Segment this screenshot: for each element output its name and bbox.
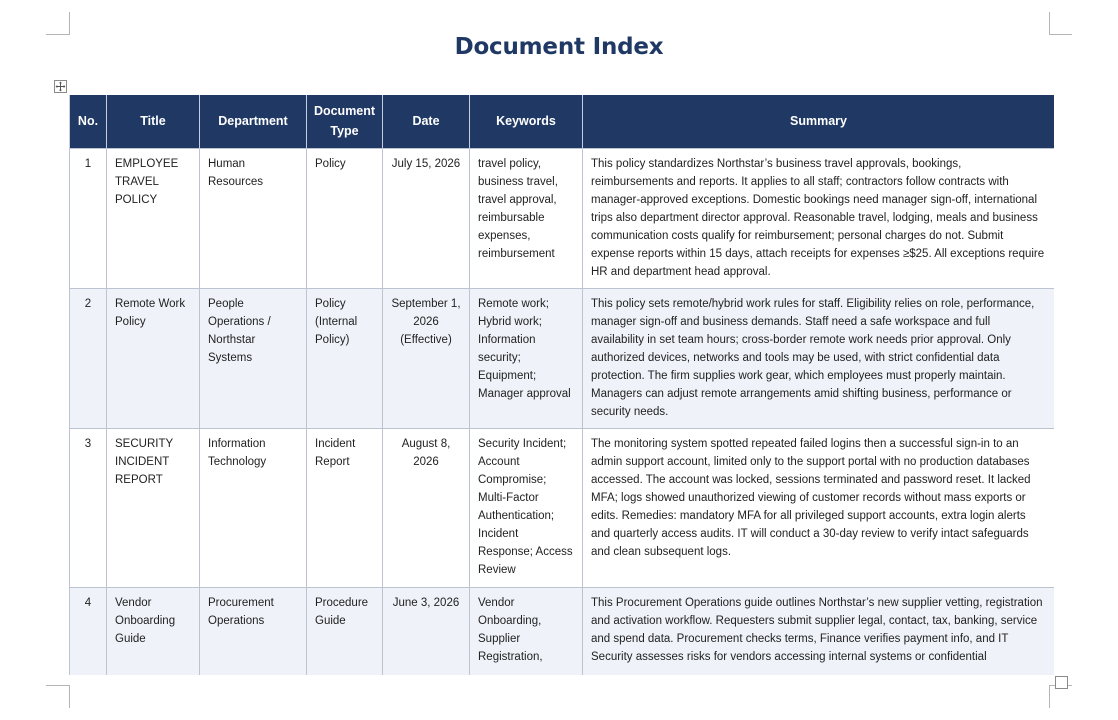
- cell-document-type[interactable]: Policy (Internal Policy): [307, 288, 383, 428]
- crop-mark-top-right-v: [1049, 12, 1050, 35]
- cell-summary[interactable]: The monitoring system spotted repeated failed logins then a successful sign-in to an admin support account, limited only to the support portal with no production databases accessed. The account was locked, sessions terminated and password reset. It lacked MFA; logs showed unauthorized viewing of customer records without mass exports or edits. Remedies: mandatory MFA for all privileged support accounts, extra login alerts and quarterly access audits. IT will conduct a 30-day review to verify intact safeguards and clean subsequent logs.: [583, 428, 1055, 587]
- table-row: [70, 288, 1055, 428]
- cell-summary[interactable]: This policy sets remote/hybrid work rules for staff. Eligibility relies on role, performance, manager sign-off and business demands. Staff need a safe workspace and full availability in set team hours; cross-border remote work needs prior approval. Only authorized devices, networks and tools may be used, with strict confidential data protection. The firm supplies work gear, which employees must properly maintain. Managers can adjust remote arrangements amid shifting business, performance or security needs.: [583, 288, 1055, 428]
- cell-summary[interactable]: This policy standardizes Northstar’s business travel approvals, bookings, reimbursements and reports. It applies to all staff; contractors follow contracts with manager-approved exceptions. Domestic bookings need manager sign-off, international trips also department director approval. Reasonable travel, lodging, meals and business communication costs qualify for reimbursement; personal charges do not. Submit expense reports within 15 days, attach receipts for expenses ≥$25. All exceptions require HR and department head approval.: [583, 148, 1055, 288]
- header-no: No.: [70, 95, 107, 148]
- cell-title[interactable]: Vendor Onboarding Guide: [107, 587, 200, 675]
- page-title: Document Index: [454, 34, 664, 60]
- crop-mark-bottom-left-v: [69, 685, 70, 708]
- cell-no[interactable]: 2: [70, 288, 107, 428]
- cell-date[interactable]: August 8, 2026: [383, 428, 470, 587]
- cell-date[interactable]: September 1, 2026 (Effective): [383, 288, 470, 428]
- cell-keywords[interactable]: Security Incident; Account Compromise; Multi-Factor Authentication; Incident Response; Access Review: [470, 428, 583, 587]
- crop-mark-bottom-left-h: [46, 685, 69, 686]
- crop-mark-top-left-v: [69, 12, 70, 35]
- header-keywords: Keywords: [470, 95, 583, 148]
- cell-no[interactable]: 1: [70, 148, 107, 288]
- cell-keywords[interactable]: Vendor Onboarding, Supplier Registration,: [470, 587, 583, 675]
- cell-department[interactable]: People Operations / Northstar Systems: [200, 288, 307, 428]
- cell-document-type[interactable]: Incident Report: [307, 428, 383, 587]
- cell-keywords[interactable]: travel policy, business travel, travel approval, reimbursable expenses, reimbursement: [470, 148, 583, 288]
- resize-handle-icon[interactable]: [1055, 676, 1068, 689]
- move-arrows-icon[interactable]: [54, 80, 67, 93]
- cell-date[interactable]: June 3, 2026: [383, 587, 470, 675]
- document-index-table-container: [69, 95, 1054, 675]
- crop-mark-bottom-right-v: [1049, 685, 1050, 708]
- cell-department[interactable]: Procurement Operations: [200, 587, 307, 675]
- table-header-row: [70, 95, 1055, 148]
- header-title: Title: [107, 95, 200, 148]
- cell-document-type[interactable]: Policy: [307, 148, 383, 288]
- cell-title[interactable]: EMPLOYEE TRAVEL POLICY: [107, 148, 200, 288]
- cell-department[interactable]: Human Resources: [200, 148, 307, 288]
- table-row: [70, 587, 1055, 675]
- header-document-type: Document Type: [307, 95, 383, 148]
- cell-title[interactable]: SECURITY INCIDENT REPORT: [107, 428, 200, 587]
- cell-department[interactable]: Information Technology: [200, 428, 307, 587]
- cell-no[interactable]: 3: [70, 428, 107, 587]
- table-row: [70, 148, 1055, 288]
- cell-date[interactable]: July 15, 2026: [383, 148, 470, 288]
- cell-document-type[interactable]: Procedure Guide: [307, 587, 383, 675]
- cell-summary[interactable]: This Procurement Operations guide outlines Northstar’s new supplier vetting, registration and activation workflow. Requesters submit supplier legal, contact, tax, banking, service and spend data. Procurement checks terms, Finance verifies payment info, and IT Security assesses risks for vendors accessing internal systems or confidential: [583, 587, 1055, 675]
- cell-keywords[interactable]: Remote work; Hybrid work; Information security; Equipment; Manager approval: [470, 288, 583, 428]
- move-arrows-glyph: [55, 81, 66, 92]
- cell-title[interactable]: Remote Work Policy: [107, 288, 200, 428]
- document-index-table: [69, 95, 1054, 675]
- header-department: Department: [200, 95, 307, 148]
- table-row: [70, 428, 1055, 587]
- header-summary: Summary: [583, 95, 1055, 148]
- cell-no[interactable]: 4: [70, 587, 107, 675]
- header-date: Date: [383, 95, 470, 148]
